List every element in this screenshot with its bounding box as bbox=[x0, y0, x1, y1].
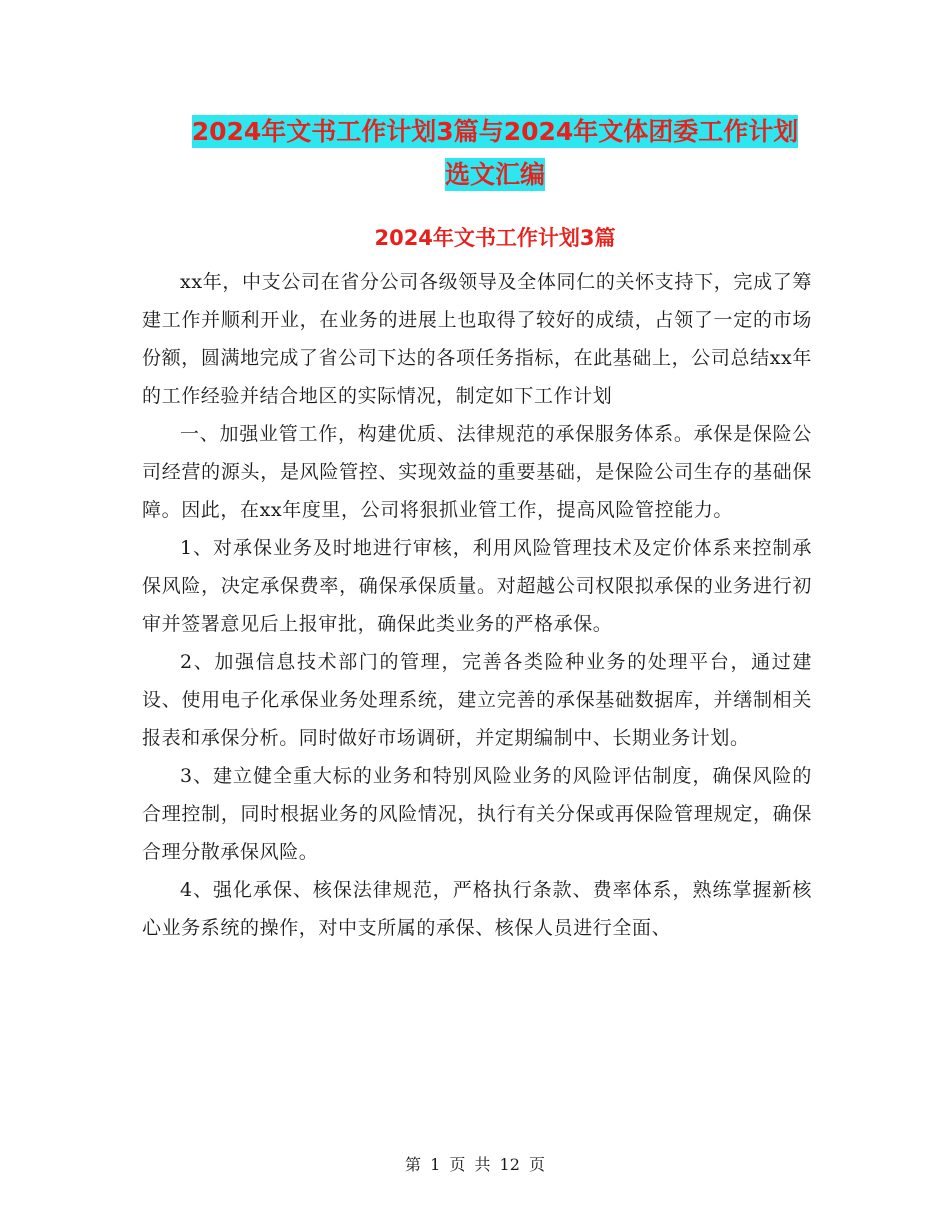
title-highlight: 选文汇编 bbox=[444, 160, 545, 189]
section-heading: 2024年文书工作计划3篇 bbox=[374, 226, 616, 250]
page-footer: 第 1 页 共 12 页 bbox=[405, 1155, 545, 1174]
paragraph-section-1: 一、加强业管工作，构建优质、法律规范的承保服务体系。承保是保险公司经营的源头，是风险管控、实现效益的重要基础，是保险公司生存的基础保障。因此，在xx年度里，公司将狠抓业管工作，提高风险管控能力。 bbox=[142, 423, 812, 521]
paragraph-item-2: 2、加强信息技术部门的管理，完善各类险种业务的处理平台，通过建设、使用电子化承保业务处理系统，建立完善的承保基础数据库，并缮制相关报表和承保分析。同时做好市场调研，并定期编制中、长期业务计划。 bbox=[142, 651, 812, 749]
paragraph-intro: xx年，中支公司在省分公司各级领导及全体同仁的关怀支持下，完成了筹建工作并顺利开业，在业务的进展上也取得了较好的成绩，占领了一定的市场份额，圆满地完成了省公司下达的各项任务指标，在此基础上，公司总结xx年的工作经验并结合地区的实际情况，制定如下工作计划 bbox=[142, 271, 812, 407]
paragraph-item-3: 3、建立健全重大标的业务和特别风险业务的风险评估制度，确保风险的合理控制，同时根据业务的风险情况，执行有关分保或再保险管理规定，确保合理分散承保风险。 bbox=[142, 765, 812, 863]
title-highlight: 2024年文书工作计划3篇与2024年文体团委工作计划 bbox=[191, 117, 799, 146]
paragraph-item-4: 4、强化承保、核保法律规范，严格执行条款、费率体系，熟练掌握新核心业务系统的操作，对中支所属的承保、核保人员进行全面、 bbox=[142, 879, 812, 939]
document-body bbox=[142, 263, 812, 947]
document-title-line-2 bbox=[140, 153, 850, 197]
document-title-line-1 bbox=[140, 110, 850, 154]
paragraph-item-1: 1、对承保业务及时地进行审核，利用风险管理技术及定价体系来控制承保风险，决定承保费率，确保承保质量。对超越公司权限拟承保的业务进行初审并签署意见后上报审批，确保此类业务的严格承保。 bbox=[142, 537, 812, 635]
